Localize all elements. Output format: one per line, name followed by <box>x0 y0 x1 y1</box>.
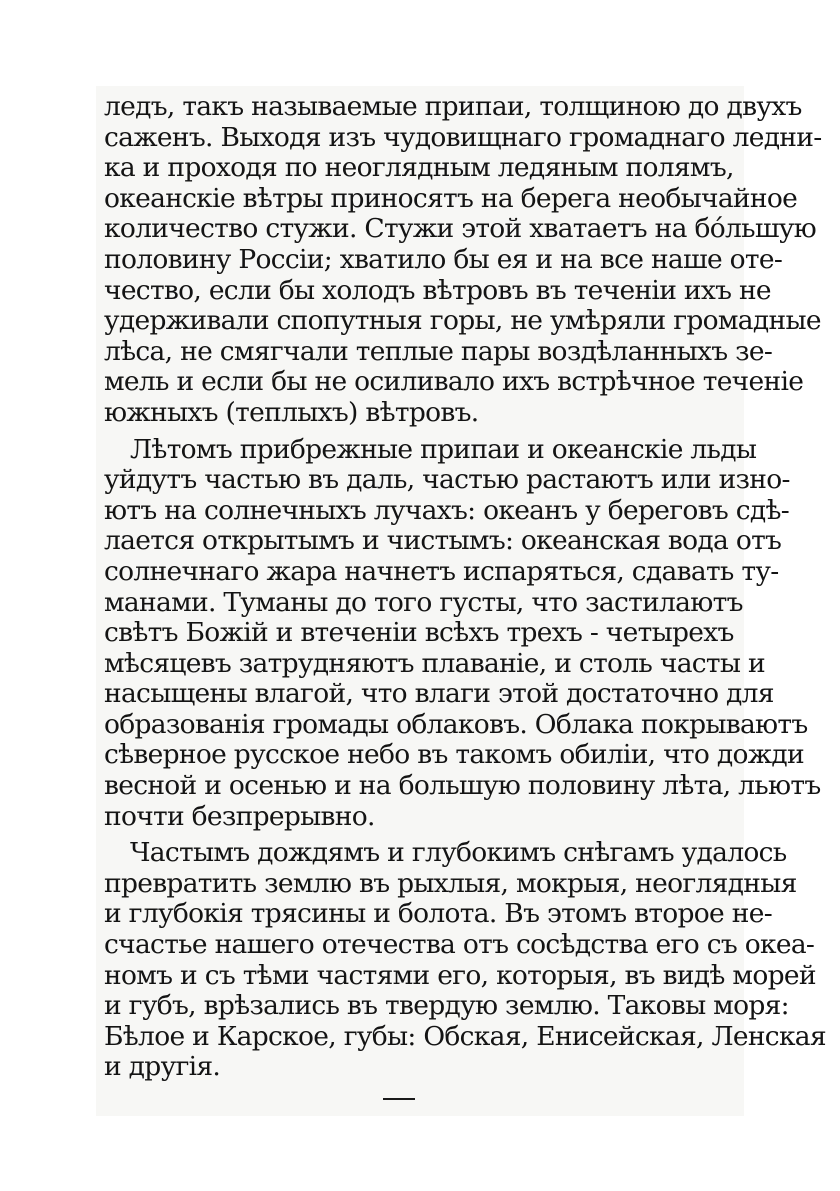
text-line: ледъ, такъ называемые припаи, толщиною до двухъ <box>104 91 802 122</box>
text-line: саженъ. Выходя изъ чудовищнаго громаднаго ледни- <box>104 121 822 153</box>
text-line: половину Россіи; хватило бы ея и на все наше оте- <box>104 243 783 275</box>
text-line: образованія громады облаковъ. Облака покрываютъ <box>104 708 808 740</box>
text-line: океанскіе вѣтры приносятъ на берега необычайное <box>104 182 798 214</box>
text-line: удерживали спопутныя горы, не умѣряли громадные <box>104 305 821 337</box>
text-line: свѣтъ Божій и втеченіи всѣхъ трехъ - четырехъ <box>104 617 734 649</box>
text-line: уйдутъ частью въ даль, частью растаютъ или изно- <box>104 464 790 496</box>
section-end-dash <box>383 1098 415 1100</box>
text-line: номъ и съ тѣми частями его, которыя, въ видѣ морей <box>104 959 816 991</box>
text-line: солнечнаго жара начнетъ испаряться, сдавать ту- <box>104 555 779 587</box>
text-line: и другія. <box>104 1051 221 1083</box>
text-line: ютъ на солнечныхъ лучахъ: океанъ у береговъ сдѣ- <box>104 494 790 526</box>
body-text <box>104 91 826 1089</box>
text-line: весной и осенью и на большую половину лѣта, льютъ <box>104 770 821 802</box>
text-line: мель и если бы не осиливало ихъ встрѣчное теченіе <box>104 366 804 398</box>
text-line: и глубокія трясины и болота. Въ этомъ второе не- <box>104 898 772 930</box>
text-line: количество стужи. Стужи этой хватаетъ на бо́льшую <box>104 213 817 245</box>
text-line: южныхъ (теплыхъ) вѣтровъ. <box>104 396 479 428</box>
text-line: счастье нашего отечества отъ сосѣдства его съ океа- <box>104 929 815 961</box>
text-line: Лѣтомъ прибрежные припаи и океанскіе льды <box>130 433 757 465</box>
text-line: сѣверное русское небо въ такомъ обиліи, что дожди <box>104 739 805 771</box>
text-line: мѣсяцевъ затрудняютъ плаваніе, и столь часты и <box>104 647 765 679</box>
paragraph-2 <box>104 433 821 833</box>
text-line: и губъ, врѣзались въ твердую землю. Таковы моря: <box>104 990 789 1022</box>
paragraph-3 <box>104 837 826 1083</box>
paragraph-1 <box>104 91 822 429</box>
text-line: ка и проходя по неоглядным ледяным полямъ, <box>104 152 734 184</box>
text-line: Бѣлое и Карское, губы: Обская, Енисейская, Ленская <box>104 1020 826 1052</box>
text-line: чество, если бы холодъ вѣтровъ въ теченіи ихъ не <box>104 274 771 306</box>
text-line: манами. Туманы до того густы, что застилаютъ <box>104 586 743 618</box>
text-line: почти безпрерывно. <box>104 800 375 832</box>
text-line: лается открытымъ и чистымъ: океанская вода отъ <box>104 525 782 557</box>
text-line: насыщены влагой, что влаги этой достаточно для <box>104 678 774 710</box>
text-line: Частымъ дождямъ и глубокимъ снѣгамъ удалось <box>130 837 787 869</box>
text-line: превратить землю въ рыхлыя, мокрыя, неоглядныя <box>104 867 797 899</box>
text-line: лѣса, не смягчали теплые пары воздѣланныхъ зе- <box>104 335 773 367</box>
